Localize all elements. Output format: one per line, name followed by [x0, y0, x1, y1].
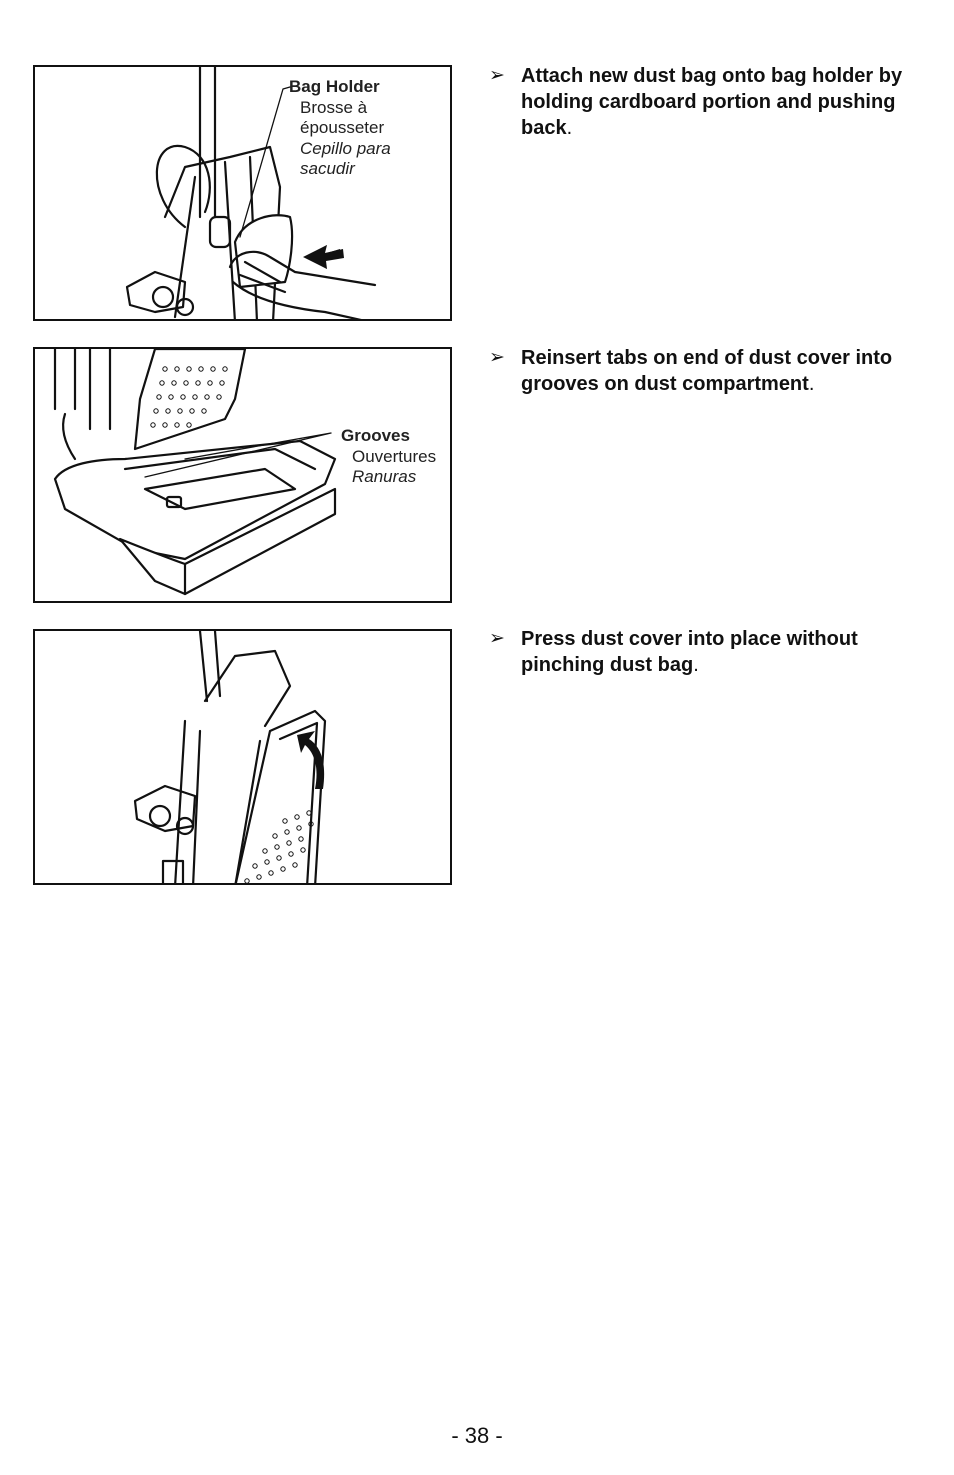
- bullet-arrow-icon: ➢: [489, 347, 505, 368]
- callout-english: Bag Holder: [289, 77, 380, 96]
- step-press-cover: [489, 626, 909, 678]
- bag-holder-callout: [289, 77, 391, 180]
- figure-grooves: [33, 347, 452, 603]
- bullet-arrow-icon: ➢: [489, 65, 505, 86]
- callout-spanish-line1: Cepillo para: [300, 138, 391, 158]
- step-text: Press dust cover into place without pinching dust bag: [521, 628, 858, 676]
- grooves-callout: [341, 426, 436, 488]
- step-period: .: [566, 117, 573, 139]
- step-attach-bag: [489, 63, 909, 141]
- callout-spanish-line2: sacudir: [300, 159, 355, 178]
- callout-french: Ouvertures: [352, 446, 437, 466]
- page-number: - 38 -: [451, 1423, 503, 1448]
- figure-attach-bag: [33, 65, 452, 321]
- step-text: Reinsert tabs on end of dust cover into grooves on dust compartment: [521, 347, 893, 395]
- callout-french-line2: épousseter: [300, 118, 385, 137]
- step-period: .: [808, 373, 815, 395]
- step-reinsert-tabs: [489, 345, 909, 397]
- callout-french-line1: Brosse à: [300, 97, 368, 117]
- callout-english: Grooves: [341, 426, 410, 445]
- figure-press-cover: [33, 629, 452, 885]
- callout-spanish: Ranuras: [352, 467, 417, 486]
- step-period: .: [693, 654, 699, 676]
- vacuum-press-cover-illustration: [35, 631, 452, 885]
- bullet-arrow-icon: ➢: [489, 628, 505, 649]
- step-text: Attach new dust bag onto bag holder by holding cardboard portion and pushing back: [521, 65, 903, 139]
